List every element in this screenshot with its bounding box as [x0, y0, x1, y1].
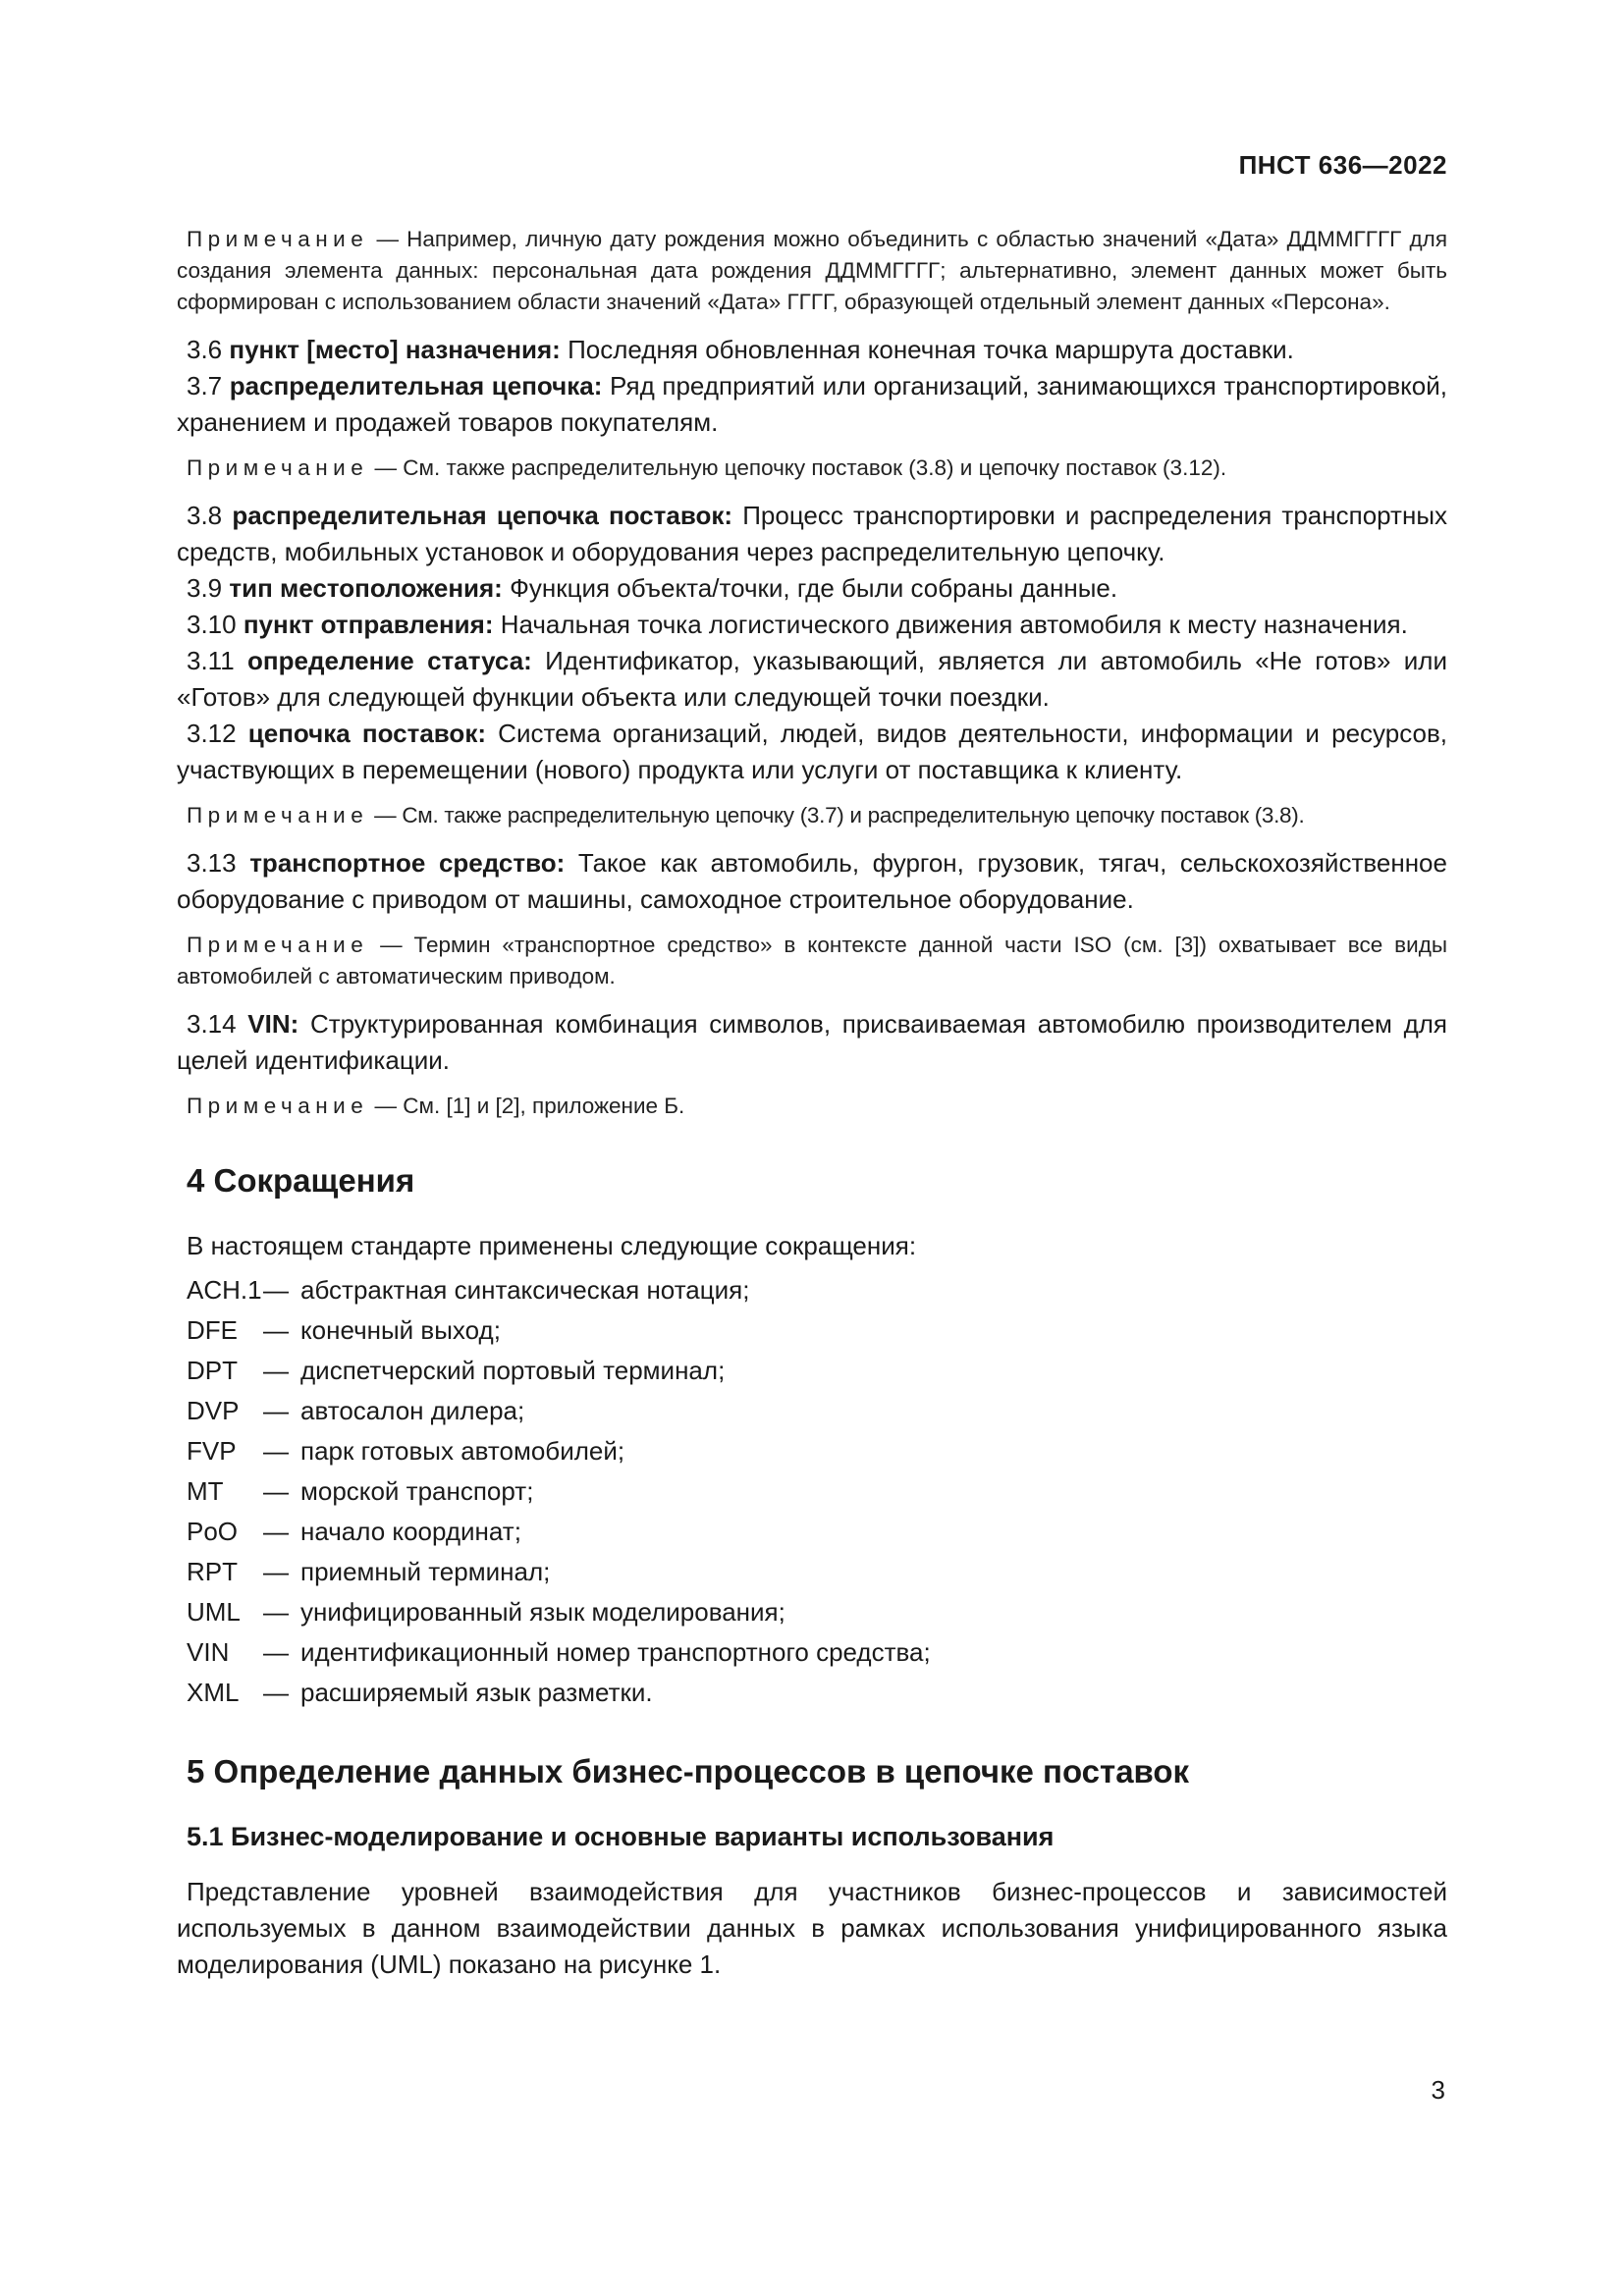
page-number: 3 — [1431, 2075, 1445, 2105]
term-name: распределительная цепочка поставок: — [232, 501, 733, 530]
dash: — — [263, 1315, 289, 1345]
term-3-13 — [177, 845, 1447, 918]
dash: — — [263, 1396, 289, 1425]
note — [177, 224, 1447, 318]
abbreviation-code: VIN — [187, 1637, 230, 1667]
abbreviation-row — [187, 1512, 1447, 1552]
abbreviation-code: PoO — [187, 1517, 239, 1546]
term-definition: Функция объекта/точки, где были собраны данные. — [502, 573, 1118, 603]
abbreviation-code: XML — [187, 1678, 240, 1707]
term-name: пункт [место] назначения: — [229, 335, 561, 364]
term-definition: Последняя обновленная конечная точка маршрута доставки. — [560, 335, 1294, 364]
document-code: ПНСТ 636—2022 — [1238, 150, 1447, 180]
abbreviation-definition: парк готовых автомобилей; — [300, 1436, 625, 1466]
abbreviation-code: ACH.1 — [187, 1275, 262, 1305]
note-text: — См. также распределительную цепочку поставок (3.8) и цепочку поставок (3.12). — [368, 455, 1227, 480]
note-label: Примечание — [187, 933, 369, 957]
term-number: 3.13 — [187, 848, 237, 878]
term-definition: Процесс транспортировки и распределения транспортных средств, мобильных установок и оборудования через распределительную цепочку. — [177, 501, 1448, 566]
section-heading-5: 5 Определение данных бизнес-процессов в цепочке поставок — [187, 1753, 1190, 1789]
term-definition: Система организаций, людей, видов деятельности, информации и ресурсов, участвующих в перемещении (нового) продукта или услуги от поставщика к клиенту. — [177, 719, 1448, 784]
note — [177, 1091, 1447, 1122]
term-3-11 — [177, 643, 1447, 716]
term-3-9 — [177, 570, 1447, 607]
abbreviation-definition: автосалон дилера; — [300, 1396, 525, 1425]
note — [177, 453, 1447, 484]
term-name: VIN: — [247, 1009, 299, 1039]
paragraph: Представление уровней взаимодействия для участников бизнес-процессов и зависимостей используемых в данном взаимодействии данных в рамках использования унифицированного языка моделирования (UML) показано на рисунке 1. — [177, 1877, 1447, 1979]
term-number: 3.12 — [187, 719, 237, 748]
dash: — — [263, 1476, 289, 1506]
abbreviation-code: RPT — [187, 1557, 238, 1586]
abbreviation-row — [187, 1310, 1447, 1351]
term-definition: Идентификатор, указывающий, является ли автомобиль «Не готов» или «Готов» для следующей функции объекта или следующей точки поездки. — [177, 646, 1447, 712]
note-text: — Например, личную дату рождения можно объединить с областью значений «Дата» ДДММГГГГ для создания элемента данных: персональная дата рождения ДДММГГГГ; альтернативно, элемент данных может быть сформирован с использованием области значений «Дата» ГГГГ, образующей отдельный элемент данных «Персона». — [177, 227, 1447, 314]
note-label: Примечание — [187, 1094, 369, 1118]
abbreviation-code: DVP — [187, 1396, 240, 1425]
term-definition: Ряд предприятий или организаций, занимающихся транспортировкой, хранением и продажей товаров покупателям. — [177, 371, 1448, 437]
note-text: — Термин «транспортное средство» в контексте данной части ISO (см. [3]) охватывает все виды автомобилей с автоматическим приводом. — [177, 933, 1447, 988]
subsection-heading-5-1: 5.1 Бизнес-моделирование и основные варианты использования — [187, 1822, 1055, 1851]
dash: — — [263, 1517, 289, 1546]
abbreviation-definition: диспетчерский портовый терминал; — [300, 1356, 726, 1385]
term-name: цепочка поставок: — [247, 719, 486, 748]
abbreviation-row — [187, 1673, 1447, 1713]
term-name: транспортное средство: — [249, 848, 566, 878]
note-label: Примечание — [187, 803, 369, 828]
abbreviation-code: DFE — [187, 1315, 238, 1345]
abbreviation-code: UML — [187, 1597, 241, 1627]
abbreviation-definition: конечный выход; — [300, 1315, 501, 1345]
term-3-8 — [177, 498, 1447, 570]
term-3-6 — [177, 332, 1447, 368]
term-number: 3.10 — [187, 610, 237, 639]
abbreviation-row — [187, 1270, 1447, 1310]
term-name: определение статуса: — [247, 646, 532, 675]
note-text: — См. [1] и [2], приложение Б. — [368, 1094, 685, 1118]
term-number: 3.6 — [187, 335, 223, 364]
term-definition: Такое как автомобиль, фургон, грузовик, тягач, сельскохозяйственное оборудование с приводом от машины, самоходное строительное оборудование. — [177, 848, 1447, 914]
term-name: тип местоположения: — [229, 573, 503, 603]
abbreviation-row — [187, 1632, 1447, 1673]
abbreviations-intro: В настоящем стандарте применены следующие сокращения: — [187, 1231, 917, 1260]
term-number: 3.7 — [187, 371, 223, 400]
term-number: 3.11 — [187, 646, 235, 675]
abbreviation-row — [187, 1351, 1447, 1391]
term-definition: Начальная точка логистического движения автомобиля к месту назначения. — [493, 610, 1408, 639]
abbreviation-definition: морской транспорт; — [300, 1476, 534, 1506]
abbreviation-definition: приемный терминал; — [300, 1557, 551, 1586]
term-3-10 — [177, 607, 1447, 643]
dash: — — [263, 1356, 289, 1385]
abbreviation-definition: абстрактная синтаксическая нотация; — [300, 1275, 750, 1305]
abbreviation-row — [187, 1391, 1447, 1431]
note — [177, 800, 1447, 831]
dash: — — [263, 1637, 289, 1667]
term-3-14 — [177, 1006, 1447, 1079]
abbreviation-code: FVP — [187, 1436, 237, 1466]
abbreviation-definition: начало координат; — [300, 1517, 521, 1546]
abbreviation-row — [187, 1431, 1447, 1471]
abbreviation-row — [187, 1552, 1447, 1592]
dash: — — [263, 1678, 289, 1707]
dash: — — [263, 1597, 289, 1627]
abbreviation-row — [187, 1471, 1447, 1512]
abbreviation-definition: идентификационный номер транспортного средства; — [300, 1637, 931, 1667]
abbreviation-definition: расширяемый язык разметки. — [300, 1678, 653, 1707]
term-3-7 — [177, 368, 1447, 441]
term-name: распределительная цепочка: — [229, 371, 603, 400]
section-heading-4: 4 Сокращения — [187, 1162, 415, 1199]
abbreviation-code: DPT — [187, 1356, 238, 1385]
note-label: Примечание — [187, 227, 369, 251]
term-definition: Структурированная комбинация символов, присваиваемая автомобилю производителем для целей идентификации. — [177, 1009, 1447, 1075]
term-number: 3.8 — [187, 501, 223, 530]
page-body — [177, 224, 1447, 1983]
dash: — — [263, 1557, 289, 1586]
dash: — — [263, 1275, 289, 1305]
abbreviation-row — [187, 1592, 1447, 1632]
note-label: Примечание — [187, 455, 369, 480]
abbreviation-definition: унифицированный язык моделирования; — [300, 1597, 785, 1627]
note — [177, 930, 1447, 992]
term-number: 3.14 — [187, 1009, 237, 1039]
term-3-12 — [177, 716, 1447, 788]
term-number: 3.9 — [187, 573, 223, 603]
abbreviation-code: MT — [187, 1476, 224, 1506]
dash: — — [263, 1436, 289, 1466]
note-text: — См. также распределительную цепочку (3.7) и распределительную цепочку поставок (3.8). — [368, 803, 1305, 828]
term-name: пункт отправления: — [243, 610, 494, 639]
abbreviations-list — [187, 1270, 1447, 1713]
